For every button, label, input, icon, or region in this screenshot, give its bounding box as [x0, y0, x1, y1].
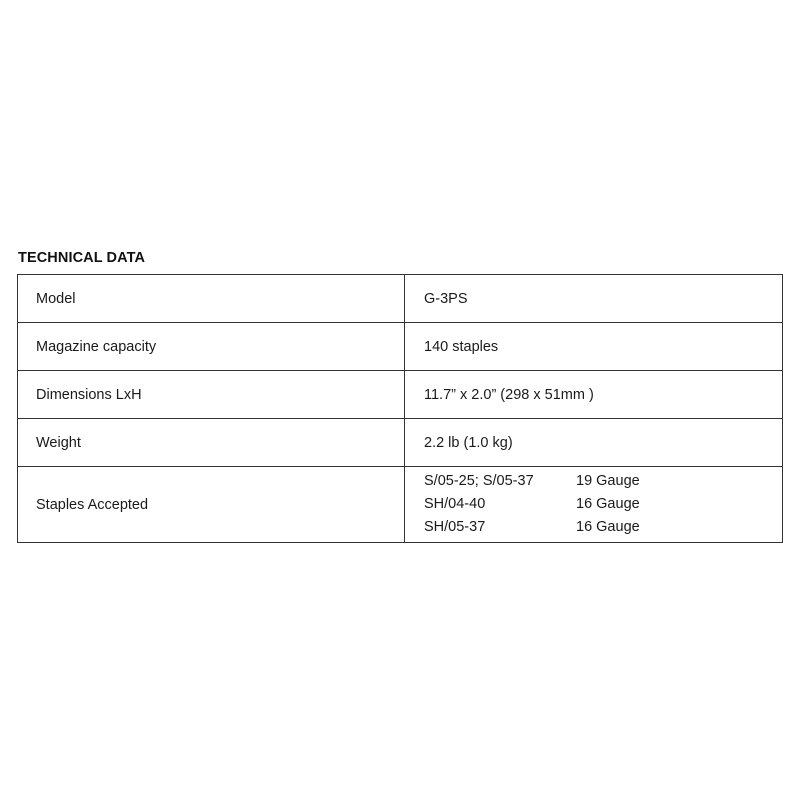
- row-value-model: G-3PS: [405, 275, 783, 323]
- staple-code: S/05-25; S/05-37: [424, 473, 534, 489]
- table-row-staples-accepted: [18, 467, 783, 543]
- table-row-weight: [18, 419, 783, 467]
- staple-code: SH/04-40: [424, 496, 486, 512]
- table-row-model: [18, 275, 783, 323]
- row-value-magazine-capacity: 140 staples: [405, 323, 783, 371]
- technical-data-table: [17, 274, 783, 543]
- row-value-staples-accepted: [405, 467, 783, 543]
- staple-code: SH/05-37: [424, 519, 486, 535]
- staple-gauge: 19 Gauge: [576, 473, 640, 489]
- table-row-magazine-capacity: [18, 323, 783, 371]
- row-label-weight: Weight: [18, 419, 405, 467]
- row-value-dimensions: 11.7” x 2.0” (298 x 51mm ): [405, 371, 783, 419]
- staple-gauge: 16 Gauge: [576, 496, 640, 512]
- section-title: TECHNICAL DATA: [18, 250, 146, 266]
- row-label-magazine-capacity: Magazine capacity: [18, 323, 405, 371]
- staple-item: [424, 470, 782, 493]
- row-label-model: Model: [18, 275, 405, 323]
- table-row-dimensions: [18, 371, 783, 419]
- row-value-weight: 2.2 lb (1.0 kg): [405, 419, 783, 467]
- staple-item: [424, 493, 782, 516]
- staple-gauge: 16 Gauge: [576, 519, 640, 535]
- row-label-dimensions: Dimensions LxH: [18, 371, 405, 419]
- row-label-staples-accepted: Staples Accepted: [18, 467, 405, 543]
- staple-item: [424, 516, 782, 539]
